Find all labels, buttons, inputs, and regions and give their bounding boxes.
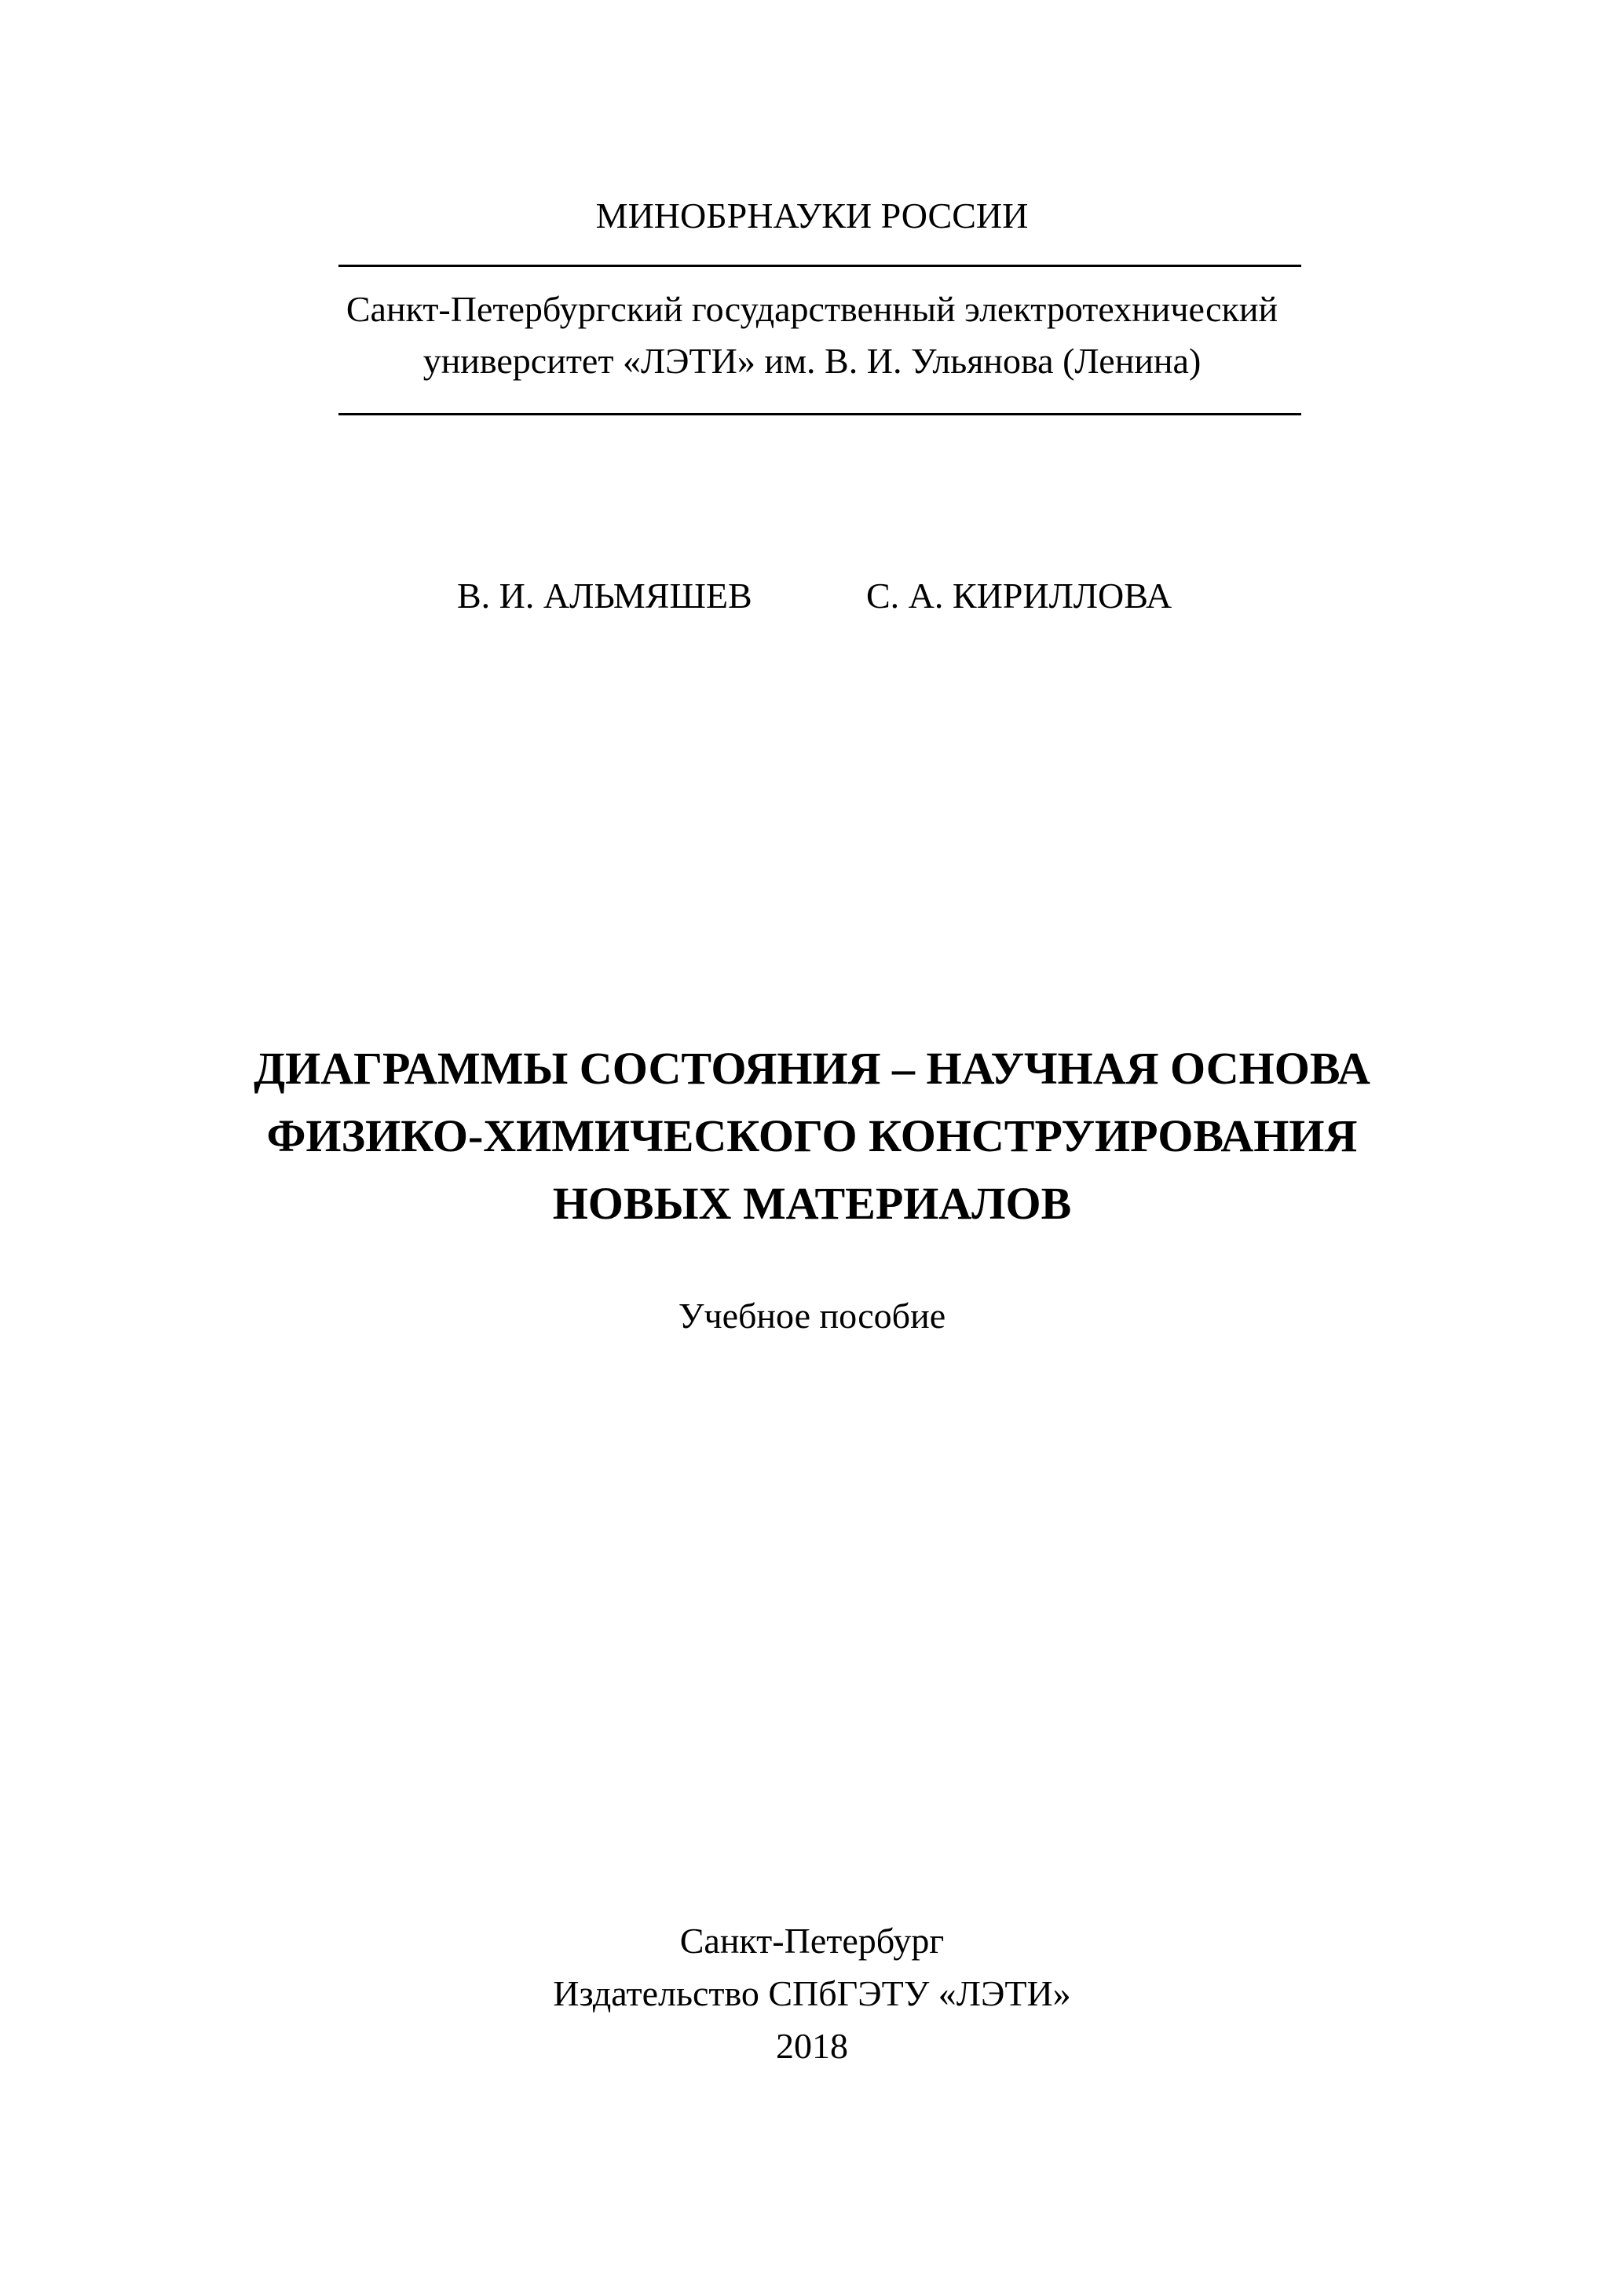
title-line: НОВЫХ МАТЕРИАЛОВ xyxy=(552,1178,1072,1229)
book-subtitle: Учебное пособие xyxy=(678,1296,946,1336)
header-top-rule xyxy=(338,265,1301,267)
header-bottom-rule xyxy=(338,413,1301,415)
imprint-year: 2018 xyxy=(776,2026,848,2066)
university-name-line-2: университет «ЛЭТИ» им. В. И. Ульянова (Ленина) xyxy=(422,341,1202,381)
author-name: В. И. АЛЬМЯШЕВ xyxy=(457,576,752,616)
authors-row xyxy=(0,572,1624,620)
book-title xyxy=(0,1035,1624,1238)
imprint-city: Санкт-Петербург xyxy=(679,1921,945,1961)
title-line: ФИЗИКО-ХИМИЧЕСКОГО КОНСТРУИРОВАНИЯ xyxy=(266,1110,1358,1161)
imprint-publisher: Издательство СПбГЭТУ «ЛЭТИ» xyxy=(553,1973,1071,2013)
title-line: ДИАГРАММЫ СОСТОЯНИЯ – НАУЧНАЯ ОСНОВА xyxy=(254,1043,1370,1094)
university-name-line-1: Санкт-Петербургский государственный электротехнический xyxy=(346,289,1278,329)
ministry-name: МИНОБРНАУКИ РОССИИ xyxy=(595,196,1029,236)
author-name: С. А. КИРИЛЛОВА xyxy=(866,576,1172,616)
